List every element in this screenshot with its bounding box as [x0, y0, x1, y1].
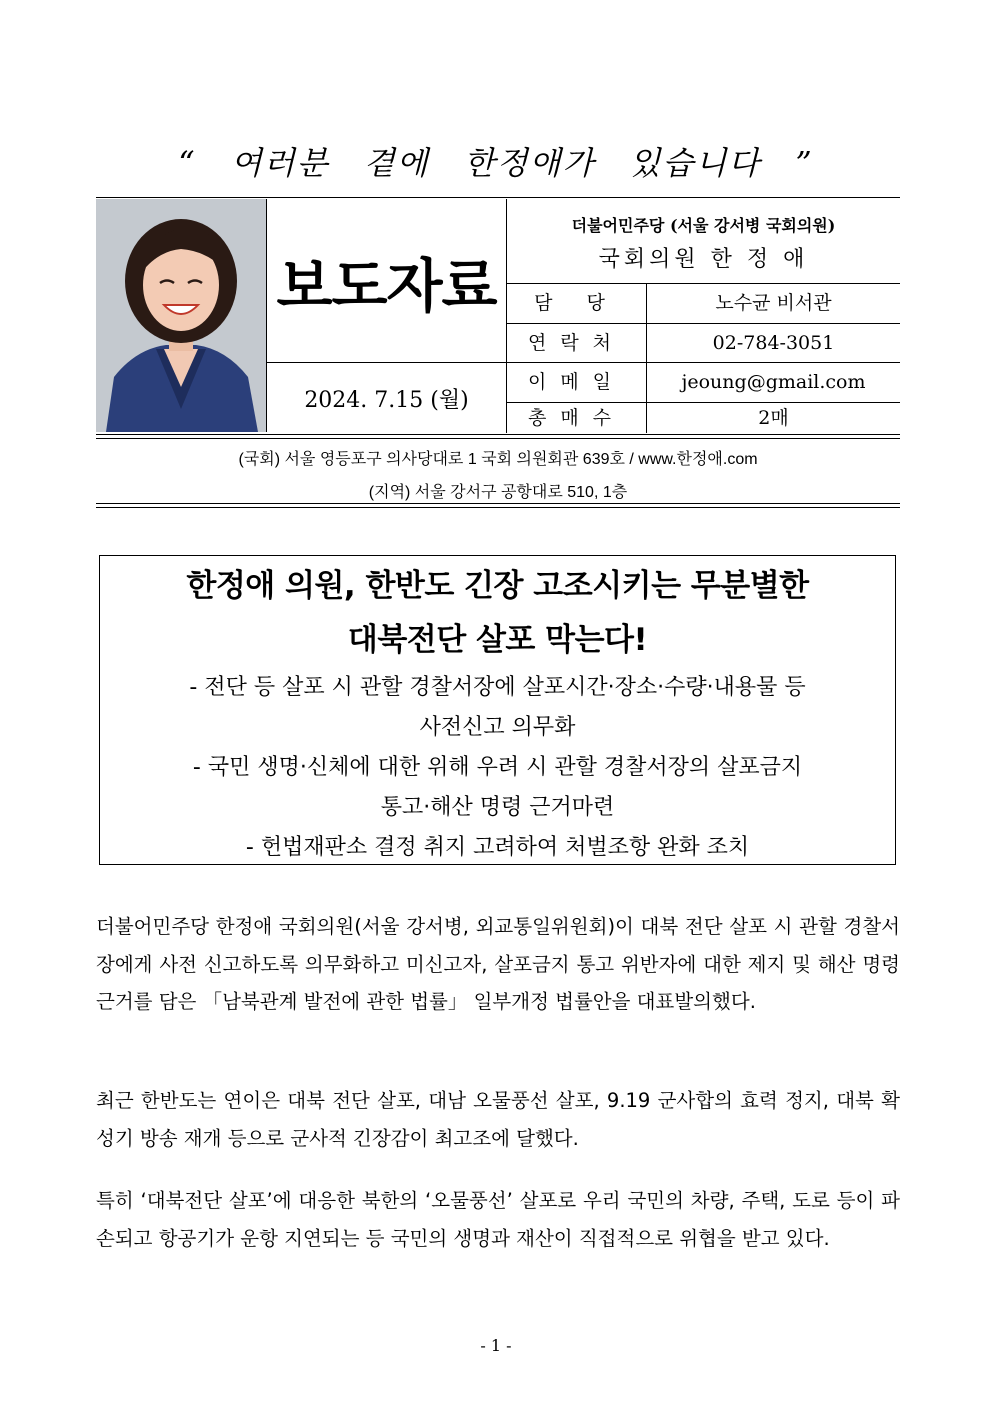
- body-paragraph-2: 최근 한반도는 연이은 대북 전단 살포, 대남 오물풍선 살포, 9.19 군사합의 효력 정지, 대북 확성기 방송 재개 등으로 군사적 긴장감이 최고조에 달했다.: [96, 1089, 900, 1150]
- address-bottom-rule: [96, 503, 900, 504]
- slogan-text: 여러분 곁에 한정애가 있습니다: [230, 144, 762, 182]
- press-release-title: 보도자료: [276, 251, 497, 320]
- contact-label: 이메일: [507, 363, 647, 402]
- sub-bullet-2b: 통고·해산 명령 근거마련: [380, 795, 615, 820]
- member-photo: [96, 199, 267, 432]
- contact-label: 담 당: [507, 284, 647, 323]
- contact-value: 02-784-3051: [712, 332, 835, 354]
- party-affiliation: 더불어민주당 (서울 강서병 국회의원): [571, 216, 836, 235]
- address-top-rule: [96, 434, 900, 435]
- slogan: [0, 138, 992, 184]
- contact-row-manager: [507, 284, 900, 324]
- body-paragraph-3: 특히 ‘대북전단 살포’에 대응한 북한의 ‘오물풍선’ 살포로 우리 국민의 차량, 주택, 도로 등이 파손되고 항공기가 운항 지연되는 등 국민의 생명과 재산이 직접적으로 위협을 받고 있다.: [96, 1189, 900, 1250]
- release-date: 2024. 7.15 (월): [267, 363, 507, 433]
- slogan-open-quote: “: [178, 144, 197, 182]
- headline-box: [99, 555, 896, 865]
- address-assembly: (국회) 서울 영등포구 의사당대로 1 국회 의원회관 639호 / www.한정애.com: [238, 451, 758, 468]
- page-number: - 1 -: [480, 1336, 512, 1355]
- contact-value: 노수균 비서관: [715, 292, 832, 314]
- sub-bullet-1a: - 전단 등 살포 시 관할 경찰서장에 살포시간·장소·수량·내용물 등: [189, 675, 806, 700]
- contact-value: 2매: [758, 407, 789, 429]
- member-name: 국회의원 한 정 애: [598, 247, 809, 272]
- member-info-cell: [507, 199, 900, 284]
- contact-email[interactable]: jeoung@gmail.com: [681, 371, 866, 393]
- sub-bullet-1b: 사전신고 의무화: [419, 715, 576, 740]
- contact-row-pages: [507, 403, 900, 433]
- press-release-title-cell: [267, 199, 507, 363]
- sub-bullet-3: - 헌법재판소 결정 취지 고려하여 처벌조항 완화 조치: [245, 835, 750, 860]
- headline-line-2: 대북전단 살포 막는다!: [347, 622, 648, 658]
- contact-label: 총매수: [507, 403, 647, 433]
- contact-label: 연락처: [507, 324, 647, 362]
- headline-line-1: 한정애 의원, 한반도 긴장 고조시키는 무분별한: [186, 568, 809, 604]
- header-top-rule: [96, 197, 900, 198]
- member-portrait-image: [96, 199, 266, 432]
- address-bottom-rule-double: [96, 507, 900, 508]
- contact-row-phone: [507, 324, 900, 363]
- body-paragraph-1: 더불어민주당 한정애 국회의원(서울 강서병, 외교통일위원회)이 대북 전단 살포 시 관할 경찰서장에게 사전 신고하도록 의무화하고 미신고자, 살포금지 통고 위반자에 대한 제지 및 해산 명령 근거를 담은 「남북관계 발전에 관한 법률」 일부개정 법률안을 대표발의했다.: [96, 915, 900, 1013]
- sub-bullet-2a: - 국민 생명·신체에 대한 위해 우려 시 관할 경찰서장의 살포금지: [192, 755, 803, 780]
- slogan-close-quote: ”: [795, 144, 814, 182]
- contact-row-email: [507, 363, 900, 403]
- address-top-rule-double: [96, 438, 900, 439]
- address-local: (지역) 서울 강서구 공항대로 510, 1층: [368, 484, 628, 501]
